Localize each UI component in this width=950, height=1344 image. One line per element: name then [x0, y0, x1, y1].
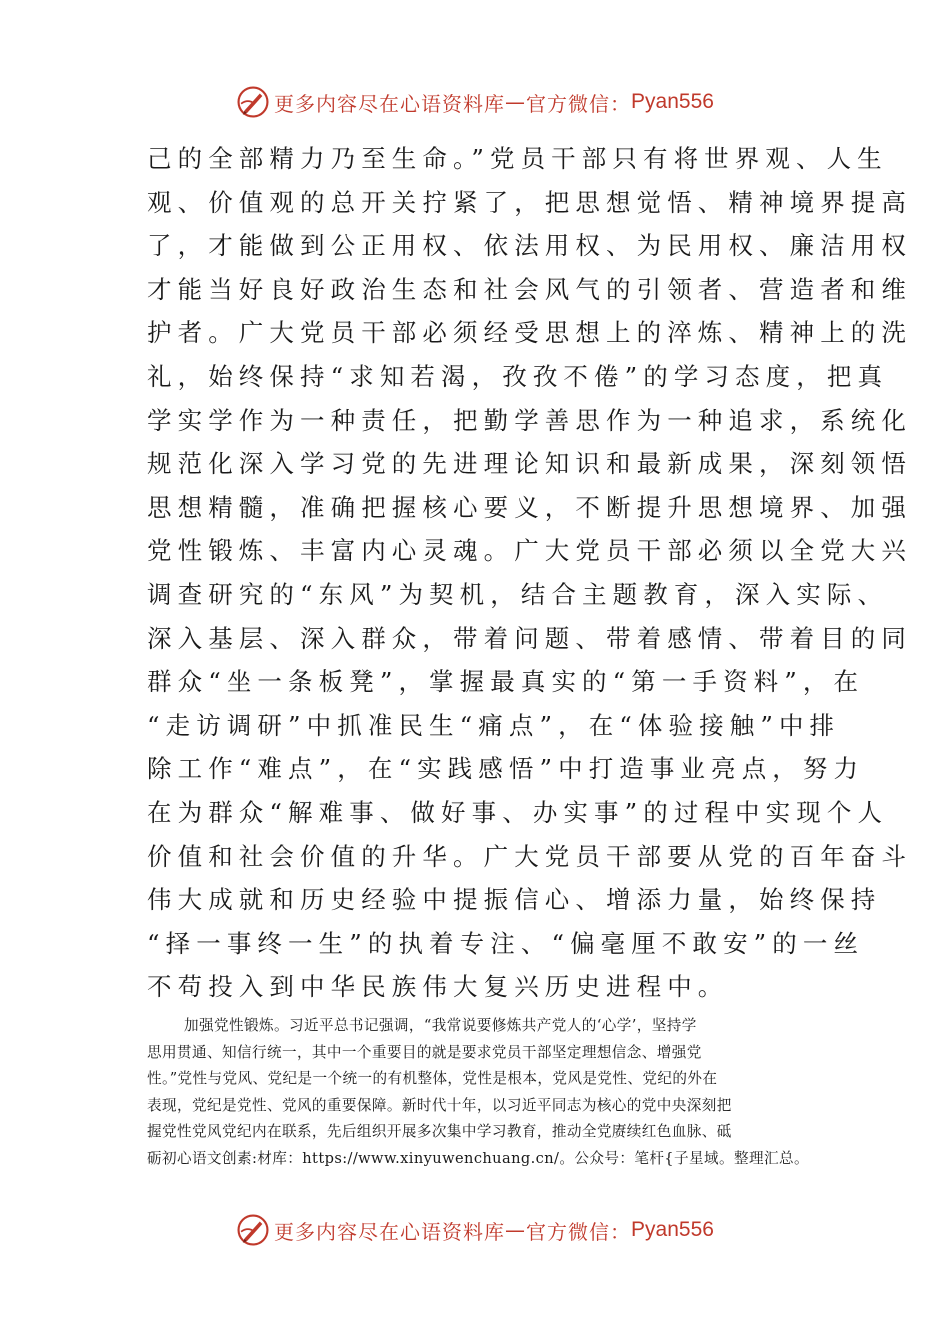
body-line: 护者。广大党员干部必须经受思想上的淬炼、精神上的洗	[147, 318, 912, 348]
body-paragraph	[147, 137, 912, 1009]
body-line: 伟大成就和历史经验中提振信心、增添力量，始终保持	[147, 885, 882, 915]
body-line: 党性锻炼、丰富内心灵魂。广大党员干部必须以全党大兴	[147, 536, 912, 566]
body-line: 观、价值观的总开关拧紧了，把思想觉悟、精神境界提高	[147, 187, 912, 217]
banner-title: 更多内容尽在心语资料库	[274, 1219, 506, 1244]
body-line: 不苟投入到中华民族伟大复兴历史进程中。	[147, 972, 729, 1002]
excerpt-line: 加强党性锻炼。习近平总书记强调，“我常说要修炼共产党人的‘心学’，坚持学	[184, 1017, 697, 1034]
body-line: 除工作“难点”，在“实践感悟”中打造事业亮点，努力	[147, 754, 865, 784]
body-line: 群众“坐一条板凳”，掌握最真实的“第一手资料”，在	[147, 667, 865, 697]
banner-contact-id: Pyan556	[631, 90, 714, 113]
header-banner	[0, 82, 950, 122]
body-line: 礼，始终保持“求知若渴，孜孜不倦”的学习态度，把真	[147, 361, 889, 391]
body-line: “走访调研”中抓准民生“痛点”，在“体验接触”中排	[147, 710, 841, 740]
banner-contact-label: 官方微信：	[526, 91, 632, 116]
banner-contact-label: 官方微信：	[526, 1219, 632, 1244]
excerpt-line: 思用贯通、知信行统一，其中一个重要目的就是要求党员干部坚定理想信念、增强党	[147, 1043, 702, 1061]
excerpt-line: 握党性党风党纪内在联系，先后组织开展多次集中学习教育，推动全党赓续红色血脉、砥	[147, 1123, 732, 1141]
body-line: “择一事终一生”的执着专注、“偏毫厘不敢安”的一丝	[147, 928, 865, 958]
body-line: 学实学作为一种责任，把勤学善思作为一种追求，系统化	[147, 405, 912, 435]
banner-dash: —	[505, 90, 527, 114]
pen-logo-icon	[236, 1213, 270, 1247]
pen-logo-icon	[236, 85, 270, 119]
body-line: 才能当好良好政治生态和社会风气的引领者、营造者和维	[147, 274, 912, 304]
excerpt-line: 表现，党纪是党性、党风的重要保障。新时代十年，以习近平同志为核心的党中央深刻把	[147, 1096, 732, 1114]
banner-dash: —	[505, 1218, 527, 1242]
banner-title: 更多内容尽在心语资料库	[274, 91, 506, 116]
body-line: 规范化深入学习党的先进理论知识和最新成果，深刻领悟	[147, 449, 912, 479]
body-line: 调查研究的“东风”为契机，结合主题教育，深入实际、	[147, 579, 889, 609]
body-line: 了，才能做到公正用权、依法用权、为民用权、廉洁用权	[147, 231, 912, 261]
excerpt-line: 性。”党性与党风、党纪是一个统一的有机整体，党性是根本，党风是党性、党纪的外在	[147, 1070, 718, 1088]
body-line: 价值和社会价值的升华。广大党员干部要从党的百年奋斗	[147, 841, 912, 871]
body-line: 在为群众“解难事、做好事、办实事”的过程中实现个人	[147, 797, 889, 827]
footer-banner	[0, 1210, 950, 1250]
excerpt-line: 砺初心语文创素:材库：https://www.xinyuwenchuang.cn/。公众号：笔杆{子星域。整理汇总。	[147, 1149, 809, 1167]
excerpt-paragraph	[147, 1013, 817, 1173]
body-line: 思想精髓，准确把握核心要义，不断提升思想境界、加强	[147, 492, 912, 522]
body-line: 深入基层、深入群众，带着问题、带着感情、带着目的同	[147, 623, 912, 653]
banner-contact-id: Pyan556	[631, 1218, 714, 1241]
body-line: 己的全部精力乃至生命。”党员干部只有将世界观、人生	[147, 144, 888, 173]
